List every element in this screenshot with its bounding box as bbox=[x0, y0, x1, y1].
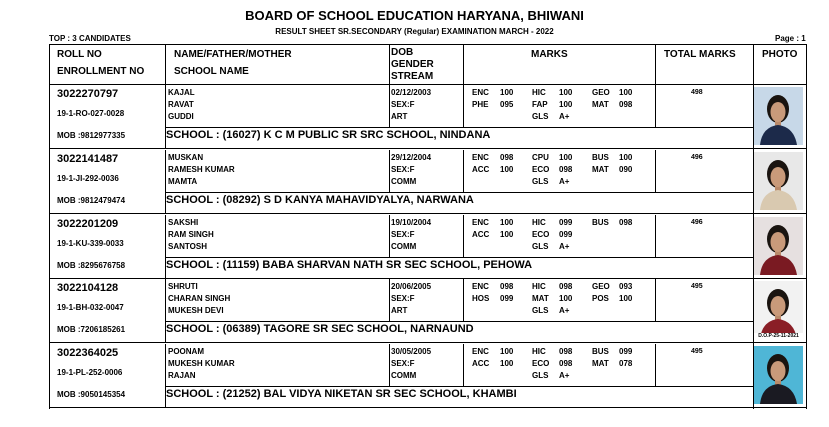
enrollment-number: 19-1-RO-027-0028 bbox=[57, 109, 125, 118]
mark-cell: 098 bbox=[500, 153, 514, 162]
page-number: Page : 1 bbox=[775, 34, 806, 43]
mother-name: SANTOSH bbox=[168, 242, 207, 251]
mobile-number: MOB :9812977335 bbox=[57, 131, 126, 140]
dob-value: 30/05/2005 bbox=[391, 347, 432, 356]
roll-number: 3022270797 bbox=[57, 88, 119, 100]
stream-value: ART bbox=[391, 306, 408, 315]
marks-col-divider bbox=[463, 44, 464, 84]
mark-cell: 100 bbox=[619, 153, 633, 162]
portrait-illustration bbox=[754, 281, 803, 339]
roll-number: 3022201209 bbox=[57, 218, 119, 230]
name-col-divider bbox=[165, 44, 166, 84]
col-name: NAME/FATHER/MOTHER bbox=[174, 49, 292, 60]
mark-cell: 095 bbox=[500, 100, 514, 109]
col-total-marks: TOTAL MARKS bbox=[664, 49, 736, 60]
student-photo bbox=[754, 281, 803, 339]
gender-value: SEX:F bbox=[391, 100, 415, 109]
mark-cell: ENC bbox=[472, 218, 489, 227]
mark-cell: HIC bbox=[532, 282, 546, 291]
mobile-number: MOB :9812479474 bbox=[57, 196, 126, 205]
col-marks: MARKS bbox=[531, 49, 568, 60]
dob-col-divider bbox=[389, 44, 390, 84]
student-name: POONAM bbox=[168, 347, 204, 356]
mark-cell: BUS bbox=[592, 347, 609, 356]
roll-number: 3022141487 bbox=[57, 153, 119, 165]
school-top-border bbox=[165, 321, 754, 322]
mark-cell: ENC bbox=[472, 153, 489, 162]
portrait-illustration bbox=[754, 87, 803, 145]
col-dob: DOB bbox=[391, 47, 414, 58]
dob-value: 29/12/2004 bbox=[391, 153, 432, 162]
mark-cell: 100 bbox=[619, 294, 633, 303]
row-bottom-border bbox=[49, 213, 807, 214]
student-name: SAKSHI bbox=[168, 218, 199, 227]
col-enrollment-no: ENROLLMENT NO bbox=[57, 66, 145, 77]
father-name: CHARAN SINGH bbox=[168, 294, 231, 303]
col-photo: PHOTO bbox=[762, 49, 798, 60]
school-name: SCHOOL : (06389) TAGORE SR SEC SCHOOL, NARNAUND bbox=[166, 323, 474, 335]
mark-cell: ENC bbox=[472, 88, 489, 97]
portrait-illustration bbox=[754, 152, 803, 210]
board-title: BOARD OF SCHOOL EDUCATION HARYANA, BHIWANI bbox=[245, 8, 584, 23]
student-name: MUSKAN bbox=[168, 153, 204, 162]
marks-col-divider bbox=[463, 215, 464, 257]
school-top-border bbox=[165, 386, 754, 387]
dob-col-divider bbox=[389, 85, 390, 127]
gls-label: GLS bbox=[532, 371, 549, 380]
mark-cell: 098 bbox=[559, 359, 573, 368]
school-top-border bbox=[165, 192, 754, 193]
mother-name: MAMTA bbox=[168, 177, 198, 186]
mark-cell: 099 bbox=[559, 230, 573, 239]
total-marks-value: 498 bbox=[691, 89, 703, 96]
dob-col-divider bbox=[389, 215, 390, 257]
result-sheet-subtitle: RESULT SHEET SR.SECONDARY (Regular) EXAMINATION MARCH - 2022 bbox=[275, 27, 554, 36]
mobile-number: MOB :9050145354 bbox=[57, 390, 126, 399]
total-col-divider bbox=[655, 44, 656, 84]
mark-cell: POS bbox=[592, 294, 609, 303]
dob-col-divider bbox=[389, 279, 390, 321]
mark-cell: 100 bbox=[500, 88, 514, 97]
gls-grade: A+ bbox=[559, 371, 570, 380]
student-photo bbox=[754, 87, 803, 145]
table-top-border bbox=[49, 44, 807, 45]
marks-col-divider bbox=[463, 150, 464, 192]
school-name: SCHOOL : (16027) K C M PUBLIC SR SRC SCHOOL, NINDANA bbox=[166, 129, 491, 141]
row-bottom-border bbox=[49, 148, 807, 149]
student-name: KAJAL bbox=[168, 88, 195, 97]
mark-cell: ACC bbox=[472, 359, 490, 368]
mark-cell: ENC bbox=[472, 282, 489, 291]
father-name: RAVAT bbox=[168, 100, 194, 109]
gls-grade: A+ bbox=[559, 112, 570, 121]
gls-grade: A+ bbox=[559, 177, 570, 186]
total-marks-value: 496 bbox=[691, 219, 703, 226]
portrait-illustration bbox=[754, 346, 803, 404]
mark-cell: MAT bbox=[592, 359, 609, 368]
marks-col-divider bbox=[463, 85, 464, 127]
mark-cell: 098 bbox=[619, 218, 633, 227]
stream-value: COMM bbox=[391, 177, 417, 186]
mark-cell: 100 bbox=[619, 88, 633, 97]
stream-value: COMM bbox=[391, 242, 417, 251]
mark-cell: 100 bbox=[559, 88, 573, 97]
row-bottom-border bbox=[49, 342, 807, 343]
mark-cell: 098 bbox=[619, 100, 633, 109]
mark-cell: HIC bbox=[532, 347, 546, 356]
school-name: SCHOOL : (11159) BABA SHARVAN NATH SR SEC SCHOOL, PEHOWA bbox=[166, 259, 533, 271]
candidate-row bbox=[49, 150, 807, 213]
mark-cell: BUS bbox=[592, 218, 609, 227]
enrollment-number: 19-1-KU-339-0033 bbox=[57, 239, 124, 248]
school-top-border bbox=[165, 257, 754, 258]
mark-cell: MAT bbox=[592, 165, 609, 174]
mother-name: GUDDI bbox=[168, 112, 194, 121]
enrollment-number: 19-1-PL-252-0006 bbox=[57, 368, 123, 377]
top-candidates-label: TOP : 3 CANDIDATES bbox=[49, 34, 131, 43]
photo-caption: D.O.P-25-11-2021 bbox=[754, 333, 803, 339]
student-photo bbox=[754, 217, 803, 275]
gls-grade: A+ bbox=[559, 242, 570, 251]
col-school-name: SCHOOL NAME bbox=[174, 66, 249, 77]
marks-col-divider bbox=[463, 279, 464, 321]
mother-name: MUKESH DEVI bbox=[168, 306, 224, 315]
mark-cell: ACC bbox=[472, 230, 490, 239]
total-marks-value: 496 bbox=[691, 154, 703, 161]
total-marks-value: 495 bbox=[691, 283, 703, 290]
mark-cell: 100 bbox=[559, 294, 573, 303]
enrollment-number: 19-1-BH-032-0047 bbox=[57, 303, 124, 312]
col-roll-no: ROLL NO bbox=[57, 49, 102, 60]
candidate-row bbox=[49, 279, 807, 342]
mark-cell: 098 bbox=[559, 282, 573, 291]
dob-col-divider bbox=[389, 344, 390, 386]
total-col-divider bbox=[655, 279, 656, 321]
gender-value: SEX:F bbox=[391, 294, 415, 303]
mark-cell: HIC bbox=[532, 88, 546, 97]
total-marks-value: 495 bbox=[691, 348, 703, 355]
mark-cell: BUS bbox=[592, 153, 609, 162]
mark-cell: 098 bbox=[559, 165, 573, 174]
mark-cell: 100 bbox=[500, 165, 514, 174]
roll-number: 3022104128 bbox=[57, 282, 119, 294]
mark-cell: ECO bbox=[532, 165, 550, 174]
portrait-illustration bbox=[754, 217, 803, 275]
gls-label: GLS bbox=[532, 112, 549, 121]
mother-name: RAJAN bbox=[168, 371, 196, 380]
total-col-divider bbox=[655, 344, 656, 386]
mark-cell: FAP bbox=[532, 100, 548, 109]
col-stream: STREAM bbox=[391, 71, 434, 82]
mark-cell: 100 bbox=[500, 359, 514, 368]
dob-value: 20/06/2005 bbox=[391, 282, 432, 291]
gender-value: SEX:F bbox=[391, 359, 415, 368]
father-name: RAMESH KUMAR bbox=[168, 165, 235, 174]
mark-cell: ENC bbox=[472, 347, 489, 356]
mark-cell: 098 bbox=[559, 347, 573, 356]
mark-cell: 099 bbox=[619, 347, 633, 356]
candidate-row bbox=[49, 215, 807, 278]
school-name: SCHOOL : (08292) S D KANYA MAHAVIDYALYA, NARWANA bbox=[166, 194, 474, 206]
school-top-border bbox=[165, 127, 754, 128]
total-col-divider bbox=[655, 85, 656, 127]
student-photo bbox=[754, 346, 803, 404]
father-name: MUKESH KUMAR bbox=[168, 359, 235, 368]
gls-label: GLS bbox=[532, 242, 549, 251]
mark-cell: 090 bbox=[619, 165, 633, 174]
student-photo bbox=[754, 152, 803, 210]
row-bottom-border bbox=[49, 407, 807, 408]
mark-cell: 100 bbox=[500, 347, 514, 356]
mark-cell: PHE bbox=[472, 100, 489, 109]
roll-number: 3022364025 bbox=[57, 347, 119, 359]
dob-value: 02/12/2003 bbox=[391, 88, 432, 97]
father-name: RAM SINGH bbox=[168, 230, 214, 239]
mark-cell: HOS bbox=[472, 294, 490, 303]
mark-cell: 100 bbox=[559, 100, 573, 109]
mobile-number: MOB :8295676758 bbox=[57, 261, 126, 270]
mark-cell: ACC bbox=[472, 165, 490, 174]
mark-cell: GEO bbox=[592, 282, 610, 291]
mark-cell: 100 bbox=[500, 218, 514, 227]
dob-value: 19/10/2004 bbox=[391, 218, 432, 227]
mark-cell: 100 bbox=[500, 230, 514, 239]
total-col-divider bbox=[655, 150, 656, 192]
gender-value: SEX:F bbox=[391, 165, 415, 174]
mark-cell: ECO bbox=[532, 230, 550, 239]
mark-cell: HIC bbox=[532, 218, 546, 227]
stream-value: COMM bbox=[391, 371, 417, 380]
mark-cell: 099 bbox=[559, 218, 573, 227]
dob-col-divider bbox=[389, 150, 390, 192]
candidate-row bbox=[49, 85, 807, 148]
mark-cell: MAT bbox=[592, 100, 609, 109]
enrollment-number: 19-1-JI-292-0036 bbox=[57, 174, 119, 183]
mark-cell: GEO bbox=[592, 88, 610, 97]
gls-label: GLS bbox=[532, 306, 549, 315]
gls-grade: A+ bbox=[559, 306, 570, 315]
mark-cell: MAT bbox=[532, 294, 549, 303]
marks-col-divider bbox=[463, 344, 464, 386]
gender-value: SEX:F bbox=[391, 230, 415, 239]
mark-cell: 078 bbox=[619, 359, 633, 368]
gls-label: GLS bbox=[532, 177, 549, 186]
mobile-number: MOB :7206185261 bbox=[57, 325, 126, 334]
mark-cell: 098 bbox=[500, 282, 514, 291]
col-gender: GENDER bbox=[391, 59, 434, 70]
mark-cell: 093 bbox=[619, 282, 633, 291]
mark-cell: 100 bbox=[559, 153, 573, 162]
candidate-row bbox=[49, 344, 807, 407]
school-name: SCHOOL : (21252) BAL VIDYA NIKETAN SR SEC SCHOOL, KHAMBI bbox=[166, 388, 517, 400]
mark-cell: ECO bbox=[532, 359, 550, 368]
total-col-divider bbox=[655, 215, 656, 257]
mark-cell: CPU bbox=[532, 153, 549, 162]
mark-cell: 099 bbox=[500, 294, 514, 303]
stream-value: ART bbox=[391, 112, 408, 121]
student-name: SHRUTI bbox=[168, 282, 198, 291]
